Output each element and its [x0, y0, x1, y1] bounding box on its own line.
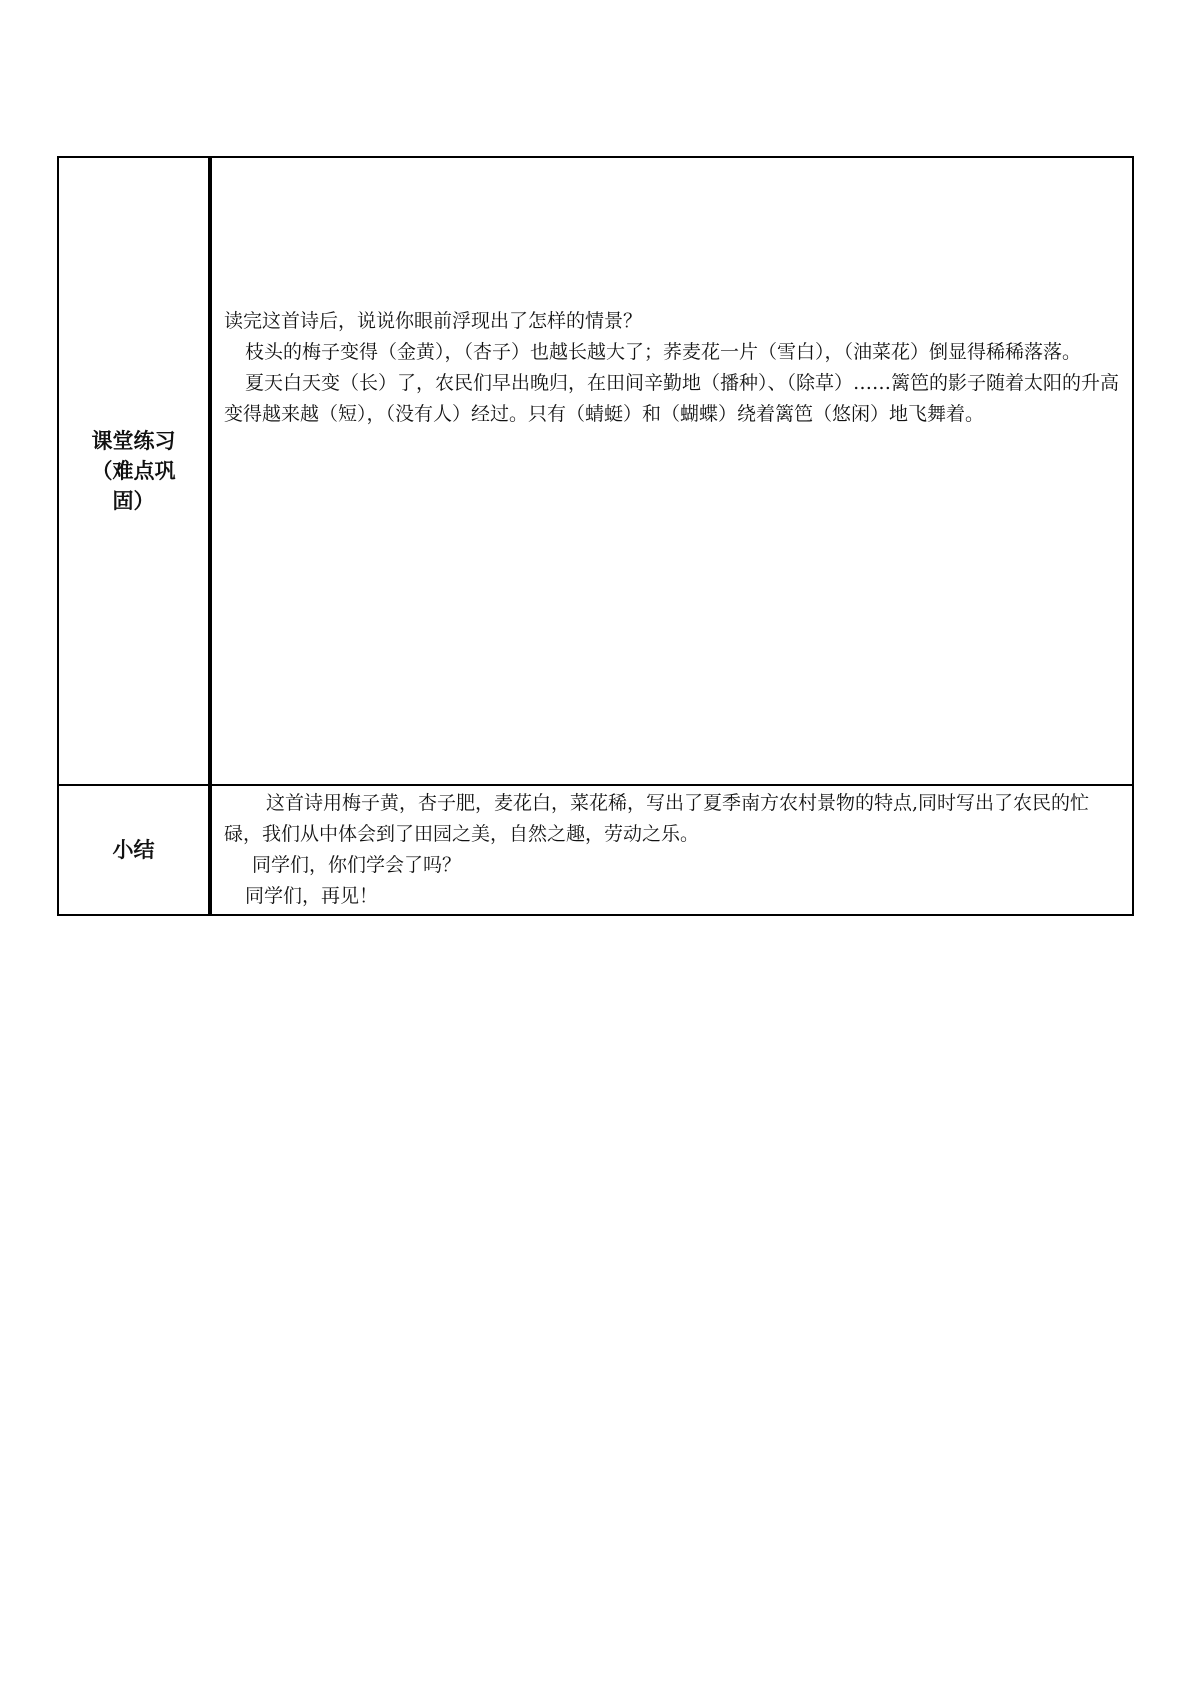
practice-label-cell	[58, 157, 210, 785]
practice-question: 读完这首诗后，说说你眼前浮现出了怎样的情景？	[224, 310, 643, 332]
lesson-table	[57, 156, 1134, 916]
practice-label: 课堂练习（难点巩固）	[91, 429, 176, 513]
practice-paragraph-2: 夏天白天变（长）了，农民们早出晚归，在田间辛勤地（播种）、（除草）……篱笆的影子随着太阳的升高变得越来越（短），（没有人）经过。只有（蜻蜓）和（蝴蝶）绕着篱笆（悠闲）地飞舞着。	[224, 372, 1120, 425]
practice-paragraph-1: 枝头的梅子变得（金黄），（杏子）也越长越大了；荞麦花一片（雪白），（油菜花）倒显得稀稀落落。	[245, 341, 1082, 363]
summary-row	[58, 785, 1133, 915]
summary-paragraph-1: 这首诗用梅子黄，杏子肥，麦花白，菜花稀，写出了夏季南方农村景物的特点,同时写出了农民的忙碌，我们从中体会到了田园之美，自然之趣，劳动之乐。	[224, 792, 1090, 845]
summary-paragraph-3: 同学们，再见！	[245, 885, 379, 907]
summary-paragraph-2: 同学们，你们学会了吗？	[252, 854, 462, 876]
summary-content-cell	[210, 785, 1133, 915]
summary-label-cell	[58, 785, 210, 915]
practice-row	[58, 157, 1133, 785]
practice-content-cell	[210, 157, 1133, 785]
summary-label: 小结	[112, 838, 155, 862]
